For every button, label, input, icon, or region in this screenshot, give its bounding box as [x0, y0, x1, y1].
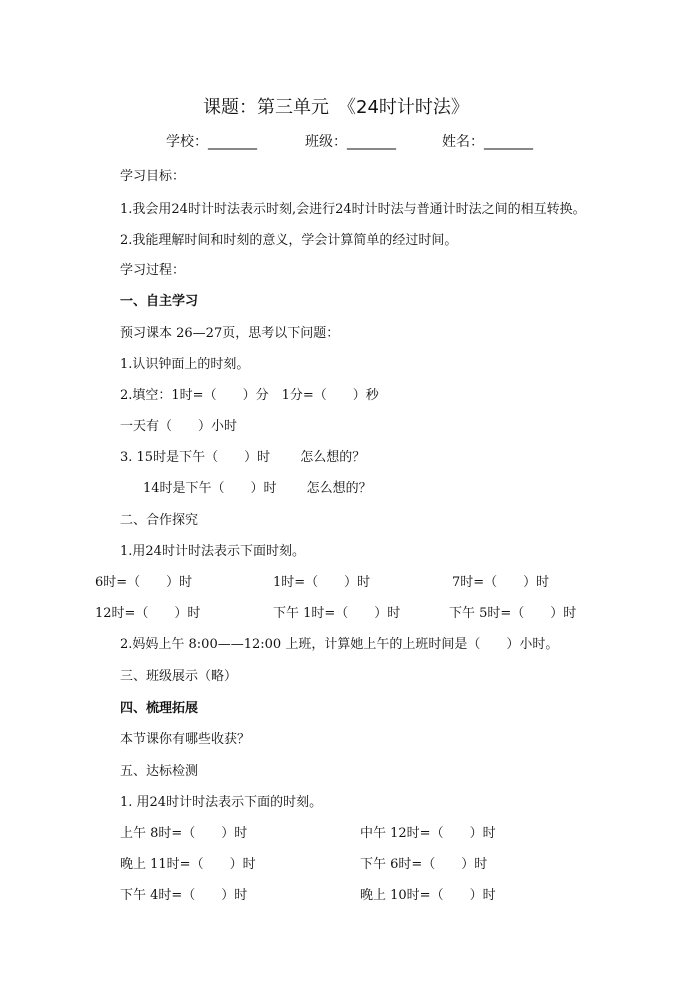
question-item: 14时是下午（ ）时 怎么想的？: [143, 481, 372, 496]
fill-item: 1时=（ ）时: [273, 575, 371, 590]
fill-item: 晚上 10时=（ ）时: [360, 888, 496, 903]
question-item: 一天有（ ）小时: [120, 419, 238, 434]
class-field: 班级：_______: [305, 134, 396, 150]
fill-item: 中午 12时=（ ）时: [360, 826, 496, 841]
goal-item: 1.我会用24时计时法表示时刻,会进行24时计时法与普通计时法之间的相互转换。: [120, 202, 586, 217]
page-title: 课题：第三单元 《24时计时法》: [203, 97, 469, 118]
section-heading: 一、自主学习: [120, 294, 199, 309]
fill-item: 下午 5时=（ ）时: [449, 606, 577, 621]
fill-item: 下午 4时=（ ）时: [120, 888, 248, 903]
fill-item: 晚上 11时=（ ）时: [120, 857, 256, 872]
section-text: 预习课本 26—27页，思考以下问题：: [120, 326, 340, 341]
section-heading: 三、班级展示（略）: [120, 669, 238, 684]
fill-item: 上午 8时=（ ）时: [120, 826, 248, 841]
fill-item: 6时=（ ）时: [95, 575, 193, 590]
fill-item: 12时=（ ）时: [95, 606, 201, 621]
question-item: 2.妈妈上午 8:00——12:00 上班，计算她上午的上班时间是（ ）小时。: [120, 637, 559, 652]
section-heading: 四、梳理拓展: [120, 701, 199, 716]
school-field: 学校：_______: [166, 134, 257, 150]
section-heading: 二、合作探究: [120, 513, 199, 528]
name-field: 姓名：_______: [442, 134, 533, 150]
question-item: 1. 用24时计时法表示下面的时刻。: [120, 795, 323, 810]
question-item: 2.填空：1时=（ ）分 1分=（ ）秒: [120, 388, 379, 403]
question-item: 1.认识钟面上的时刻。: [120, 357, 250, 372]
fill-item: 下午 6时=（ ）时: [360, 857, 488, 872]
question-item: 3. 15时是下午（ ）时 怎么想的？: [120, 450, 366, 465]
process-heading: 学习过程：: [120, 263, 186, 278]
goals-heading: 学习目标：: [120, 169, 186, 184]
goal-item: 2.我能理解时间和时刻的意义，学会计算简单的经过时间。: [120, 233, 458, 248]
fill-item: 7时=（ ）时: [452, 575, 550, 590]
question-item: 1.用24时计时法表示下面时刻。: [120, 544, 305, 559]
question-item: 本节课你有哪些收获？: [120, 732, 251, 747]
section-heading: 五、达标检测: [120, 764, 199, 779]
fill-item: 下午 1时=（ ）时: [273, 606, 401, 621]
